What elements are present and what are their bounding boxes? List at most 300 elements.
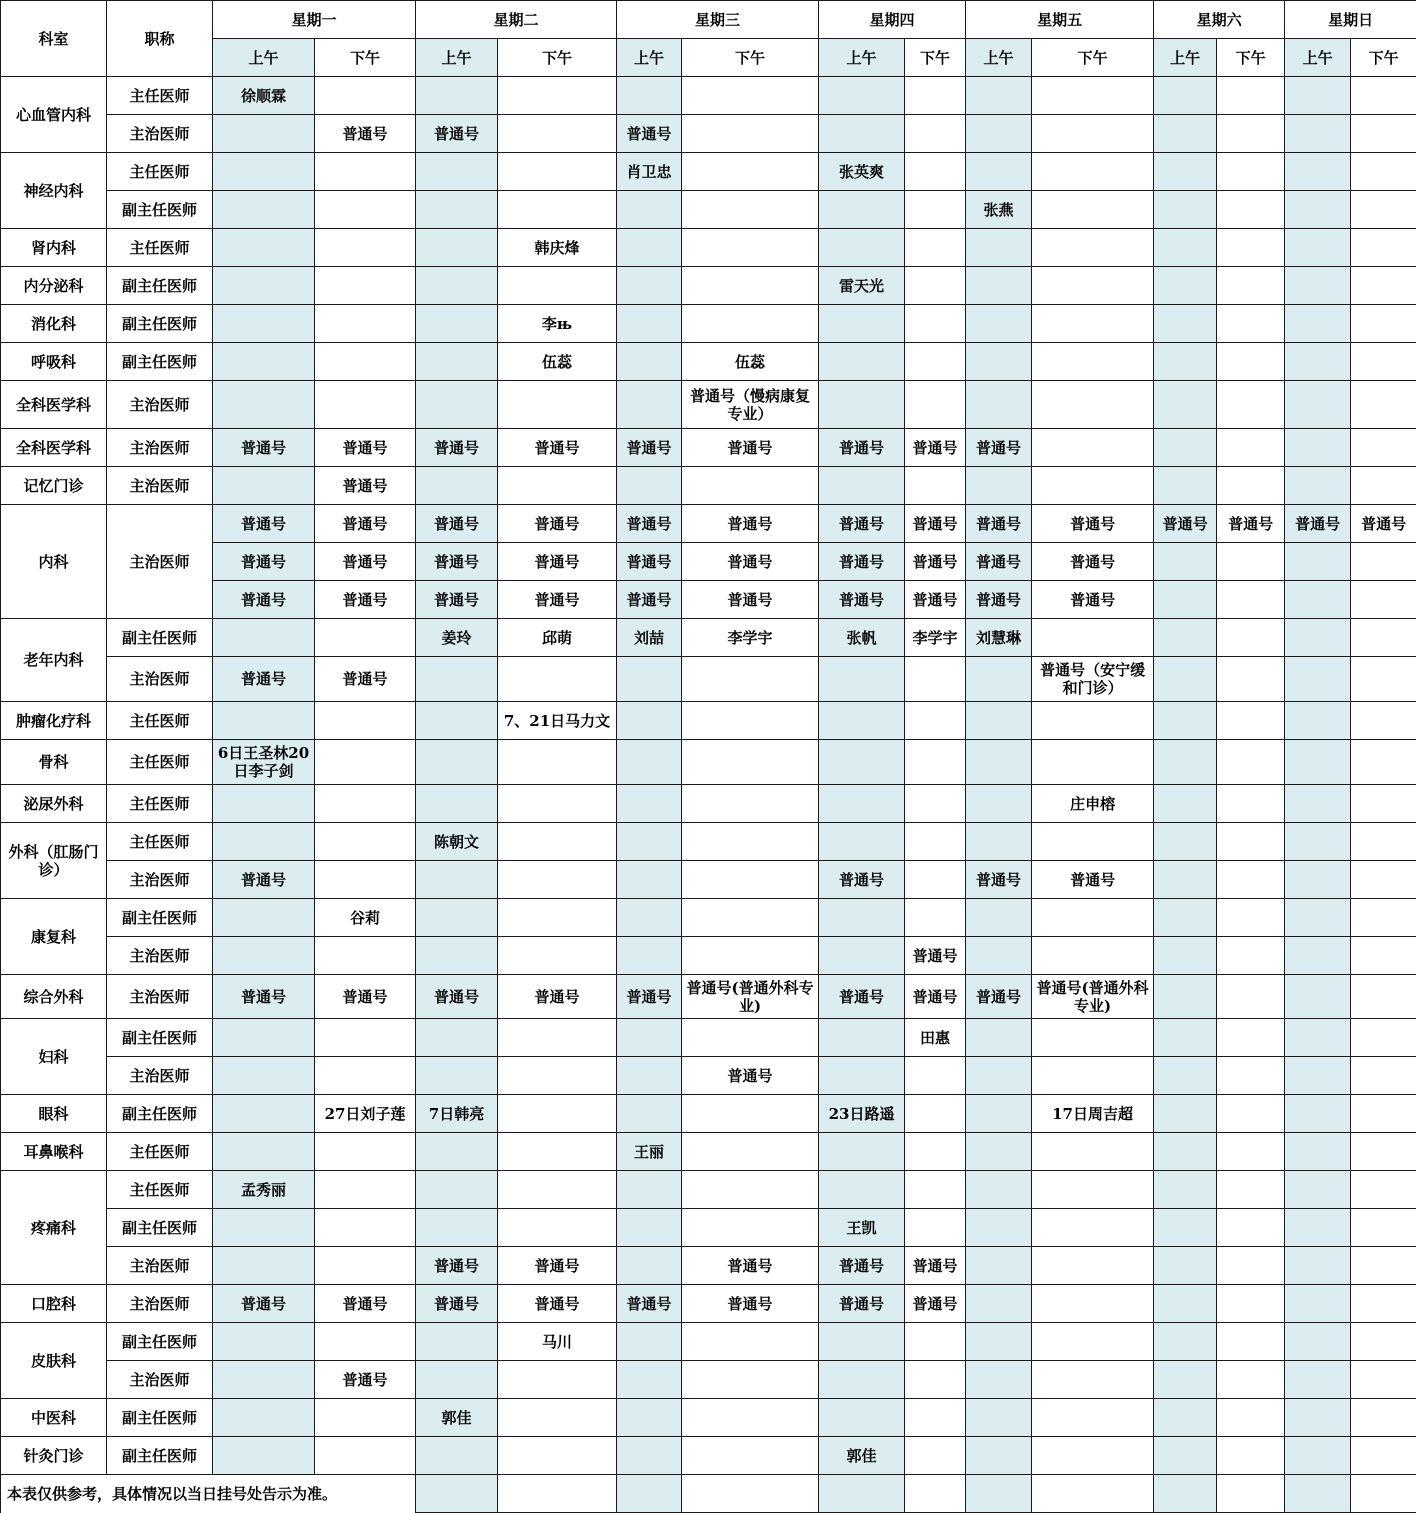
dept-cell: 消化科 (1, 305, 107, 343)
schedule-cell (682, 467, 819, 505)
schedule-cell (1285, 229, 1351, 267)
schedule-cell: 普通号 (315, 1285, 416, 1323)
schedule-cell (617, 229, 682, 267)
schedule-cell (905, 1095, 966, 1133)
schedule-cell (1217, 1133, 1285, 1171)
schedule-cell (682, 899, 819, 937)
schedule-cell (1285, 153, 1351, 191)
table-row (1, 1285, 1416, 1323)
note-spacer-cell (1285, 1475, 1351, 1513)
schedule-cell: 普通号 (617, 505, 682, 543)
schedule-cell (315, 191, 416, 229)
dept-cell: 耳鼻喉科 (1, 1133, 107, 1171)
header-pm: 下午 (498, 39, 617, 77)
schedule-cell: 普通号（慢病康复专业） (682, 381, 819, 429)
schedule-cell (1032, 1057, 1154, 1095)
schedule-cell (966, 937, 1032, 975)
dept-cell: 皮肤科 (1, 1323, 107, 1399)
schedule-cell: 普通号 (819, 505, 905, 543)
table-row (1, 740, 1416, 785)
table-row (1, 581, 1416, 619)
schedule-cell (905, 305, 966, 343)
table-row (1, 1133, 1416, 1171)
schedule-cell: 普通号 (966, 429, 1032, 467)
schedule-cell (1217, 77, 1285, 115)
table-row (1, 467, 1416, 505)
schedule-cell: 姜玲 (416, 619, 498, 657)
title-cell: 主任医师 (107, 229, 213, 267)
title-cell: 主任医师 (107, 702, 213, 740)
dept-cell: 外科（肛肠门诊） (1, 823, 107, 899)
schedule-cell (905, 1133, 966, 1171)
schedule-cell (315, 343, 416, 381)
schedule-cell (966, 267, 1032, 305)
schedule-cell (1032, 1247, 1154, 1285)
schedule-cell: 普通号 (1351, 505, 1416, 543)
title-cell: 副主任医师 (107, 191, 213, 229)
schedule-cell (966, 899, 1032, 937)
schedule-cell: 谷莉 (315, 899, 416, 937)
schedule-cell (1032, 702, 1154, 740)
schedule-cell (315, 1209, 416, 1247)
schedule-cell: 普通号 (905, 581, 966, 619)
table-row (1, 1019, 1416, 1057)
header-pm: 下午 (1032, 39, 1154, 77)
schedule-cell (1285, 937, 1351, 975)
schedule-cell (1351, 115, 1416, 153)
schedule-cell: 27日刘子莲 (315, 1095, 416, 1133)
title-cell: 主治医师 (107, 505, 213, 619)
schedule-cell: 普通号 (682, 543, 819, 581)
schedule-cell (416, 1209, 498, 1247)
schedule-cell (1351, 740, 1416, 785)
schedule-cell (416, 740, 498, 785)
schedule-cell (315, 937, 416, 975)
schedule-cell (213, 1095, 315, 1133)
schedule-cell: 普通号 (966, 505, 1032, 543)
schedule-cell (966, 785, 1032, 823)
schedule-cell (819, 823, 905, 861)
schedule-cell (416, 657, 498, 702)
schedule-cell (1154, 343, 1217, 381)
schedule-cell (1285, 343, 1351, 381)
schedule-cell (617, 191, 682, 229)
schedule-cell: 普通号 (416, 975, 498, 1019)
schedule-cell (905, 467, 966, 505)
schedule-cell (905, 823, 966, 861)
schedule-cell: 普通号 (213, 657, 315, 702)
header-day: 星期五 (966, 1, 1154, 39)
title-cell: 主治医师 (107, 115, 213, 153)
schedule-cell: 普通号 (498, 543, 617, 581)
schedule-cell: 庄申榕 (1032, 785, 1154, 823)
schedule-cell (1032, 1209, 1154, 1247)
schedule-cell (1351, 191, 1416, 229)
schedule-cell (498, 467, 617, 505)
title-cell: 主任医师 (107, 785, 213, 823)
dept-cell: 疼痛科 (1, 1171, 107, 1285)
table-row (1, 702, 1416, 740)
schedule-cell (682, 1171, 819, 1209)
schedule-cell (498, 1019, 617, 1057)
table-row (1, 861, 1416, 899)
schedule-cell: 普通号 (498, 975, 617, 1019)
schedule-cell: 马川 (498, 1323, 617, 1361)
title-cell: 副主任医师 (107, 619, 213, 657)
schedule-cell (1154, 1323, 1217, 1361)
schedule-cell (1154, 975, 1217, 1019)
header-title: 职称 (107, 1, 213, 77)
schedule-cell: 普通号 (498, 1247, 617, 1285)
title-cell: 主任医师 (107, 1171, 213, 1209)
schedule-cell (1285, 1133, 1351, 1171)
schedule-cell (498, 1057, 617, 1095)
schedule-cell (498, 1437, 617, 1475)
title-cell: 主治医师 (107, 657, 213, 702)
schedule-cell (213, 1323, 315, 1361)
schedule-cell (315, 619, 416, 657)
schedule-cell (498, 1095, 617, 1133)
schedule-cell (1154, 657, 1217, 702)
table-row (1, 785, 1416, 823)
schedule-cell: 普通号 (905, 975, 966, 1019)
note-spacer-cell (682, 1475, 819, 1513)
schedule-cell (1351, 1171, 1416, 1209)
schedule-cell: 普通号 (315, 505, 416, 543)
schedule-cell: 普通号 (1217, 505, 1285, 543)
schedule-cell (617, 899, 682, 937)
schedule-cell (1154, 1095, 1217, 1133)
schedule-cell (819, 343, 905, 381)
schedule-cell (1154, 1133, 1217, 1171)
schedule-cell (1154, 740, 1217, 785)
schedule-cell (682, 823, 819, 861)
schedule-cell: 普通号 (819, 581, 905, 619)
schedule-cell (966, 115, 1032, 153)
schedule-cell (1032, 1019, 1154, 1057)
schedule-cell (1217, 1285, 1285, 1323)
schedule-cell: 普通号 (682, 429, 819, 467)
schedule-cell (213, 381, 315, 429)
schedule-cell: 普通号 (213, 543, 315, 581)
schedule-cell (416, 937, 498, 975)
schedule-cell (617, 343, 682, 381)
schedule-cell (1154, 937, 1217, 975)
note-spacer-cell (1154, 1475, 1217, 1513)
schedule-cell (1154, 77, 1217, 115)
schedule-cell (819, 657, 905, 702)
schedule-cell (617, 702, 682, 740)
schedule-cell (1285, 823, 1351, 861)
title-cell: 主治医师 (107, 381, 213, 429)
schedule-cell (905, 1437, 966, 1475)
header-am: 上午 (1154, 39, 1217, 77)
table-row (1, 229, 1416, 267)
schedule-cell: 普通号 (315, 115, 416, 153)
schedule-cell (1351, 267, 1416, 305)
schedule-cell (1154, 381, 1217, 429)
schedule-cell (1217, 1209, 1285, 1247)
schedule-cell (1154, 899, 1217, 937)
schedule-cell (1154, 1399, 1217, 1437)
schedule-cell (682, 1437, 819, 1475)
schedule-cell: 普通号 (617, 1285, 682, 1323)
schedule-cell (905, 115, 966, 153)
schedule-cell (315, 740, 416, 785)
schedule-cell (682, 861, 819, 899)
schedule-cell (905, 191, 966, 229)
title-cell: 主任医师 (107, 1133, 213, 1171)
schedule-cell: 普通号 (682, 505, 819, 543)
schedule-cell (1154, 861, 1217, 899)
schedule-cell (213, 1247, 315, 1285)
schedule-cell: 普通号 (315, 543, 416, 581)
schedule-cell (498, 1209, 617, 1247)
schedule-cell (1285, 1095, 1351, 1133)
schedule-cell (1217, 115, 1285, 153)
schedule-cell (617, 740, 682, 785)
schedule-cell (905, 1361, 966, 1399)
note-spacer-cell (1032, 1475, 1154, 1513)
header-pm: 下午 (1217, 39, 1285, 77)
schedule-cell: 田惠 (905, 1019, 966, 1057)
schedule-cell (416, 305, 498, 343)
schedule-cell: 普通号 (905, 505, 966, 543)
schedule-cell (966, 1361, 1032, 1399)
schedule-cell (1217, 937, 1285, 975)
schedule-cell (498, 657, 617, 702)
schedule-cell (1217, 343, 1285, 381)
title-cell: 主任医师 (107, 153, 213, 191)
schedule-cell (682, 1095, 819, 1133)
schedule-cell (498, 1171, 617, 1209)
schedule-cell (213, 115, 315, 153)
schedule-cell: 李学宇 (905, 619, 966, 657)
schedule-cell: 普通号 (498, 429, 617, 467)
schedule-cell (1351, 899, 1416, 937)
schedule-cell (1154, 785, 1217, 823)
schedule-cell (315, 381, 416, 429)
schedule-cell: 普通号 (819, 1285, 905, 1323)
schedule-cell (416, 1133, 498, 1171)
schedule-cell (682, 937, 819, 975)
schedule-cell (1154, 823, 1217, 861)
schedule-cell (819, 937, 905, 975)
schedule-cell (1032, 619, 1154, 657)
title-cell: 主治医师 (107, 861, 213, 899)
schedule-cell (1032, 153, 1154, 191)
schedule-cell (682, 1323, 819, 1361)
schedule-cell (498, 77, 617, 115)
schedule-cell: 普通号 (1285, 505, 1351, 543)
schedule-cell (905, 861, 966, 899)
schedule-cell (905, 1171, 966, 1209)
schedule-cell: 陈朝文 (416, 823, 498, 861)
schedule-cell (819, 229, 905, 267)
schedule-cell (1351, 381, 1416, 429)
schedule-cell (1217, 1019, 1285, 1057)
schedule-cell: 6日王圣林20日李子剑 (213, 740, 315, 785)
schedule-cell (617, 937, 682, 975)
schedule-cell (416, 861, 498, 899)
header-pm: 下午 (905, 39, 966, 77)
table-row (1, 1095, 1416, 1133)
dept-cell: 肿瘤化疗科 (1, 702, 107, 740)
schedule-cell (1285, 1323, 1351, 1361)
table-row (1, 305, 1416, 343)
schedule-cell (1351, 581, 1416, 619)
schedule-cell (1351, 1361, 1416, 1399)
schedule-cell (1032, 267, 1154, 305)
schedule-cell (1154, 229, 1217, 267)
schedule-cell: 张英爽 (819, 153, 905, 191)
note-spacer-cell (966, 1475, 1032, 1513)
schedule-cell (1351, 77, 1416, 115)
schedule-cell (819, 1323, 905, 1361)
schedule-cell (819, 1361, 905, 1399)
header-day: 星期六 (1154, 1, 1285, 39)
title-cell: 主治医师 (107, 937, 213, 975)
schedule-cell (1351, 1095, 1416, 1133)
schedule-cell (1285, 381, 1351, 429)
header-day: 星期一 (213, 1, 416, 39)
schedule-cell (1285, 1285, 1351, 1323)
schedule-cell (1285, 543, 1351, 581)
schedule-cell (1285, 581, 1351, 619)
schedule-cell: 普通号 (905, 543, 966, 581)
schedule-cell (617, 1057, 682, 1095)
schedule-cell (905, 229, 966, 267)
title-cell: 副主任医师 (107, 343, 213, 381)
schedule-cell (905, 657, 966, 702)
schedule-cell (416, 1171, 498, 1209)
dept-cell: 综合外科 (1, 975, 107, 1019)
schedule-cell (617, 1361, 682, 1399)
schedule-cell (1217, 153, 1285, 191)
schedule-cell: 郭佳 (819, 1437, 905, 1475)
table-row (1, 1399, 1416, 1437)
title-cell: 主治医师 (107, 429, 213, 467)
schedule-cell (819, 740, 905, 785)
schedule-cell (1217, 823, 1285, 861)
schedule-cell: 普通号 (682, 1057, 819, 1095)
table-row (1, 619, 1416, 657)
schedule-cell (498, 153, 617, 191)
title-cell: 主治医师 (107, 975, 213, 1019)
schedule-cell: 郭佳 (416, 1399, 498, 1437)
schedule-cell (498, 115, 617, 153)
schedule-cell (1285, 429, 1351, 467)
header-row-halves (1, 39, 1416, 77)
table-row (1, 1323, 1416, 1361)
schedule-cell (315, 267, 416, 305)
schedule-cell (416, 1361, 498, 1399)
schedule-cell (315, 702, 416, 740)
schedule-cell (1154, 115, 1217, 153)
schedule-cell (682, 229, 819, 267)
schedule-cell (1285, 1209, 1351, 1247)
schedule-cell (416, 785, 498, 823)
schedule-cell (1351, 975, 1416, 1019)
table-row (1, 381, 1416, 429)
schedule-cell: 普通号 (1032, 581, 1154, 619)
table-row (1, 267, 1416, 305)
dept-cell: 全科医学科 (1, 429, 107, 467)
schedule-cell (682, 305, 819, 343)
schedule-cell (617, 1399, 682, 1437)
schedule-cell (213, 1209, 315, 1247)
schedule-cell: 普通号 (498, 1285, 617, 1323)
schedule-cell (682, 267, 819, 305)
schedule-cell (1285, 1019, 1351, 1057)
schedule-cell (966, 1057, 1032, 1095)
schedule-cell: 普通号 (416, 1285, 498, 1323)
schedule-cell (315, 153, 416, 191)
schedule-cell (1217, 619, 1285, 657)
schedule-cell (1351, 657, 1416, 702)
schedule-cell: 张燕 (966, 191, 1032, 229)
schedule-cell (1217, 381, 1285, 429)
dept-cell: 肾内科 (1, 229, 107, 267)
schedule-cell (682, 77, 819, 115)
schedule-cell (1285, 467, 1351, 505)
schedule-cell (1154, 1209, 1217, 1247)
schedule-cell (1217, 1323, 1285, 1361)
schedule-cell (1351, 429, 1416, 467)
schedule-cell (1285, 1361, 1351, 1399)
schedule-cell (315, 1437, 416, 1475)
schedule-cell (1351, 1133, 1416, 1171)
dept-cell: 内分泌科 (1, 267, 107, 305)
schedule-cell (819, 115, 905, 153)
table-row (1, 429, 1416, 467)
header-am: 上午 (966, 39, 1032, 77)
schedule-cell (213, 937, 315, 975)
header-pm: 下午 (315, 39, 416, 77)
schedule-cell: 普通号 (905, 1285, 966, 1323)
schedule-cell (1217, 657, 1285, 702)
schedule-cell: 邱萌 (498, 619, 617, 657)
header-dept: 科室 (1, 1, 107, 77)
schedule-cell (905, 899, 966, 937)
dept-cell: 中医科 (1, 1399, 107, 1437)
schedule-cell (819, 467, 905, 505)
note-spacer-cell (617, 1475, 682, 1513)
schedule-cell (1217, 1437, 1285, 1475)
schedule-cell (1285, 657, 1351, 702)
schedule-cell (498, 937, 617, 975)
schedule-cell (1032, 191, 1154, 229)
schedule-cell (617, 1171, 682, 1209)
schedule-cell: 普通号 (905, 937, 966, 975)
schedule-cell (966, 381, 1032, 429)
schedule-cell (1217, 229, 1285, 267)
header-day: 星期三 (617, 1, 819, 39)
schedule-cell (1217, 1361, 1285, 1399)
schedule-cell (416, 467, 498, 505)
schedule-cell: 肖卫忠 (617, 153, 682, 191)
schedule-cell (498, 823, 617, 861)
schedule-cell: 普通号 (213, 861, 315, 899)
schedule-cell (213, 1057, 315, 1095)
dept-cell: 呼吸科 (1, 343, 107, 381)
title-cell: 主任医师 (107, 77, 213, 115)
schedule-cell (1154, 1171, 1217, 1209)
schedule-cell (1032, 229, 1154, 267)
schedule-cell (905, 381, 966, 429)
table-row (1, 1057, 1416, 1095)
schedule-cell (1154, 543, 1217, 581)
